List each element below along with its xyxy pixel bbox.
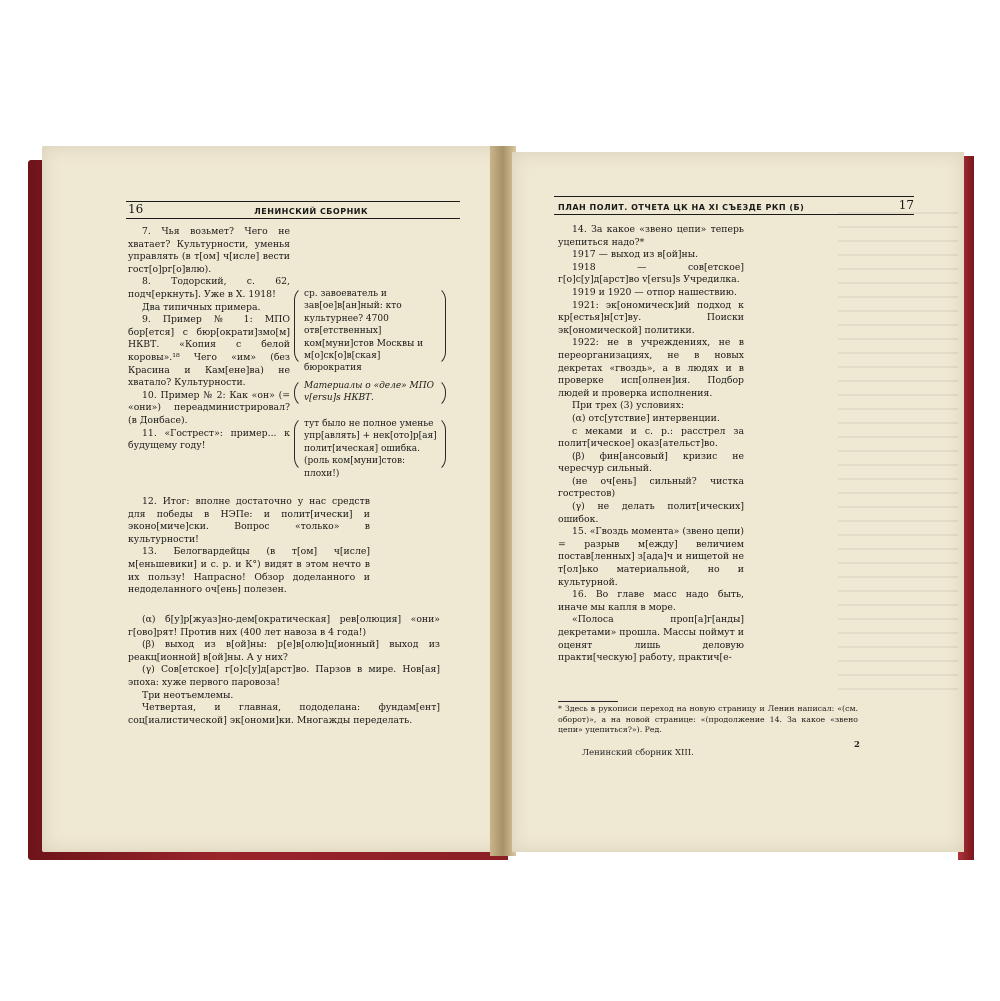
paragraph: (α) б[у]р[жуаз]но-дем[ократическая] рев[олюция] «они» г[ово]рят! Против них (400 лет навоза в 4 года!) <box>128 614 440 638</box>
left-page-number: 16 <box>128 202 144 216</box>
paragraph: 11. «Гострест»: пример... к будущему году! <box>128 427 290 452</box>
paragraph: «Полоса проп[а]г[анды] декретами» прошла. Массы поймут и оценят лишь деловую практи[ческую] работу, практич[е- <box>558 614 744 664</box>
show-through-text <box>838 212 958 692</box>
left-running-head <box>128 202 458 216</box>
signature-mark: 2 <box>854 740 860 750</box>
paragraph: При трех (3) условиях: <box>572 400 684 412</box>
left-running-title: ЛЕНИНСКИЙ СБОРНИК <box>254 207 368 216</box>
paragraph: 9. Пример № 1: МПО бор[ется] с бюр[ократи]змо[м] НКВТ. «Копия с белой коровы».¹⁸ Чего «им» (без Красина и Кам[ене]ва) не хватало? Культурности. <box>128 314 290 389</box>
paragraph: (γ) не делать полит[ических] ошибок. <box>558 501 744 525</box>
paragraph: (не оч[ень] сильный? чистка гострестов) <box>558 475 744 500</box>
left-bottom-column <box>128 614 440 727</box>
paragraph: Четвертая, и главная, пододелана: фундам[ент] соц[иалистической] эк[ономи]ки. Многажды переделать. <box>128 702 440 726</box>
paragraph: 14. За какое «звено цепи» теперь уцепиться надо?* <box>558 224 744 248</box>
right-header-rule-2 <box>554 214 914 215</box>
paragraph: (α) отс[утствие] интервенции. <box>572 412 720 424</box>
side-note-3: тут было не полное уменье упр[авлять] + нек[ото]р[ая] полит[ическая] ошибка. (роль ком[муни]стов: плохи!) <box>304 419 437 479</box>
right-running-head <box>558 198 914 212</box>
paragraph: Два типичных примера. <box>142 301 261 313</box>
left-main-column <box>128 226 290 453</box>
paragraph: 15. «Гвоздь момента» (звено цепи) = разрыв м[ежду] величием постав[ленных] з[ада]ч и нищетой не т[ол]ько материальной, но и культурной. <box>558 526 744 588</box>
side-note-1: ср. завоеватель и зав[ое]в[ан]ный: кто культурнее? 4700 отв[етственных] ком[муни]стов Москвы и м[о]ск[о]в[ская] бюрократия <box>304 289 424 374</box>
paragraph: (β) выход из в[ой]ны: р[е]в[олю]ц[ионный] выход из реакц[ионной] в[ой]ны. А у них? <box>128 639 440 663</box>
right-page <box>512 152 964 852</box>
paragraph: 1917 — выход из в[ой]ны. <box>572 249 699 261</box>
paragraph: 1919 и 1920 — отпор нашествию. <box>572 286 737 298</box>
paragraph: 12. Итог: вполне достаточно у нас средств для победы в НЭПе: и полит[ически] и эконо[миче]ски. Вопрос «только» в культурности! <box>128 496 370 545</box>
paragraph: 10. Пример № 2: Как «он» (= «они») переадминистрировал? (в Донбасе). <box>128 389 290 426</box>
signature-line: Ленинский сборник XIII. <box>582 748 694 758</box>
footnote: * Здесь в рукописи переход на новую страницу и Ленин написал: «(см. оборот)», а на новой странице: «(продолжение 14. За какое «звено цепи» уцепиться?»). Ред. <box>558 704 858 735</box>
right-header-rule <box>554 196 914 197</box>
right-main-column <box>558 224 744 665</box>
paragraph: 13. Белогвардейцы (в т[ом] ч[исле] м[еньшевики] и с. р. и К°) видят в этом нечто в их пользу! Напрасно! Обзор доделанного и недоделанного оч[ень] полезен. <box>128 546 370 596</box>
left-header-rule-2 <box>126 218 460 219</box>
paragraph: 1918 — сов[етское] г[о]с[у]д[арст]во v[ersu]s Учредилка. <box>558 261 744 286</box>
paragraph: 7. Чья возьмет? Чего не хватает? Культурности, уменья управлять (в т[ом] ч[исле] вести гост[о]рг[о]влю). <box>128 226 290 275</box>
side-note-2: Материалы о «деле» МПО v[ersu]s НКВТ. <box>304 381 434 404</box>
right-page-number: 17 <box>898 198 914 212</box>
paragraph: 8. Тодорский, с. 62, подч[еркнуть]. Уже в X. 1918! <box>128 276 290 300</box>
paragraph: (β) фин[ансовый] кризис не чересчур сильный. <box>558 450 744 475</box>
paragraph: Три неотъемлемы. <box>142 689 234 701</box>
paragraph: 16. Во главе масс надо быть, иначе мы капля в море. <box>558 589 744 613</box>
paragraph: 1922: не в учреждениях, не в переорганизациях, не в новых декретах «гвоздь», а в людях и в проверке исп[олнен]ия. Подбор людей и проверка исполнения. <box>558 337 744 399</box>
paragraph: 1921: эк[ономическ]ий подход к кр[естья]н[ст]ву. Поиски эк[ономической] политики. <box>558 299 744 336</box>
left-lower-column <box>128 496 370 597</box>
left-page <box>42 146 504 852</box>
right-running-title: ПЛАН ПОЛИТ. ОТЧЕТА ЦК НА XI СЪЕЗДЕ РКП (Б) <box>558 203 805 212</box>
paragraph: (γ) Сов[етское] г[о]с[у]д[арст]во. Парзов в мире. Нов[ая] эпоха: хуже первого паровоза! <box>128 664 440 688</box>
open-book <box>28 146 974 860</box>
paragraph: с меками и с. р.: расстрел за полит[ическое] оказ[ательст]во. <box>558 425 744 450</box>
left-header-rule <box>126 201 460 202</box>
footnote-rule <box>558 701 618 702</box>
